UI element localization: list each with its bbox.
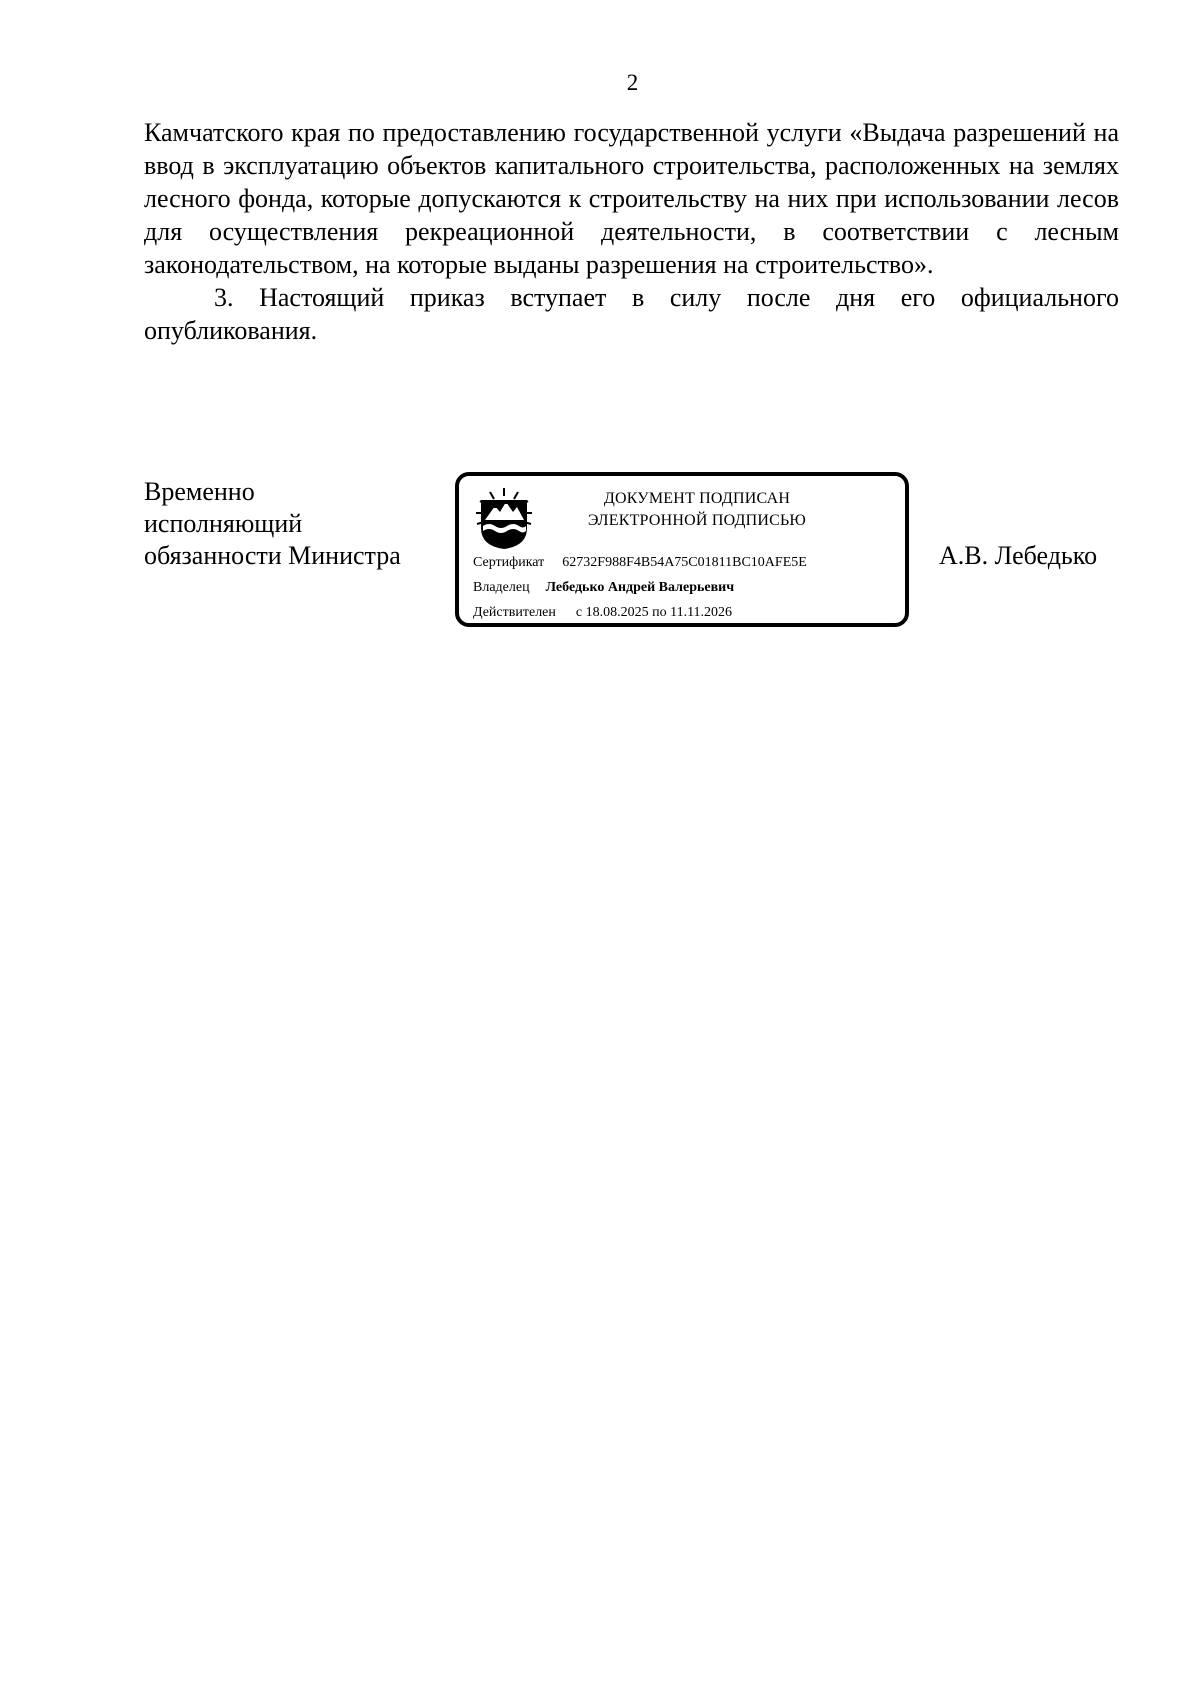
owner-label: Владелец — [473, 580, 530, 595]
owner-value: Лебедько Андрей Валерьевич — [545, 580, 735, 595]
signer-name: А.В. Лебедько — [939, 541, 1098, 570]
page-number: 2 — [626, 70, 639, 95]
kamchatka-coat-of-arms-icon — [473, 486, 535, 550]
stamp-certificate-row — [473, 554, 807, 572]
stamp-title — [547, 488, 847, 532]
document-body — [144, 116, 1119, 347]
signer-position-line: обязанности Министра — [144, 541, 401, 570]
signer-position-line: исполняющий — [144, 509, 303, 538]
signer-position-line: Временно — [144, 477, 255, 506]
stamp-title-line: ЭЛЕКТРОННОЙ ПОДПИСЬЮ — [587, 512, 807, 529]
electronic-signature-stamp — [455, 472, 909, 627]
signer-position — [144, 476, 444, 572]
certificate-value: 62732F988F4B54A75C01811BC10AFE5E — [562, 555, 807, 570]
stamp-validity-row — [473, 604, 732, 622]
validity-label: Действителен — [473, 605, 556, 620]
validity-value: с 18.08.2025 по 11.11.2026 — [575, 605, 733, 620]
stamp-title-line: ДОКУМЕНТ ПОДПИСАН — [603, 490, 791, 507]
paragraph-continuation: Камчатского края по предоставлению государственной услуги «Выдача разрешений на ввод в эксплуатацию объектов капитального строительства, расположенных на землях лесного фонда, которые допускаются к строительству на них при использовании лесов для осуществления рекреационной деятельности, в соответствии с лесным законодательством, на которые выданы разрешения на строительство». — [144, 118, 1119, 279]
paragraph-item-3: 3. Настоящий приказ вступает в силу после дня его официального опубликования. — [144, 283, 1119, 345]
certificate-label: Сертификат — [473, 555, 545, 570]
stamp-owner-row — [473, 579, 734, 597]
